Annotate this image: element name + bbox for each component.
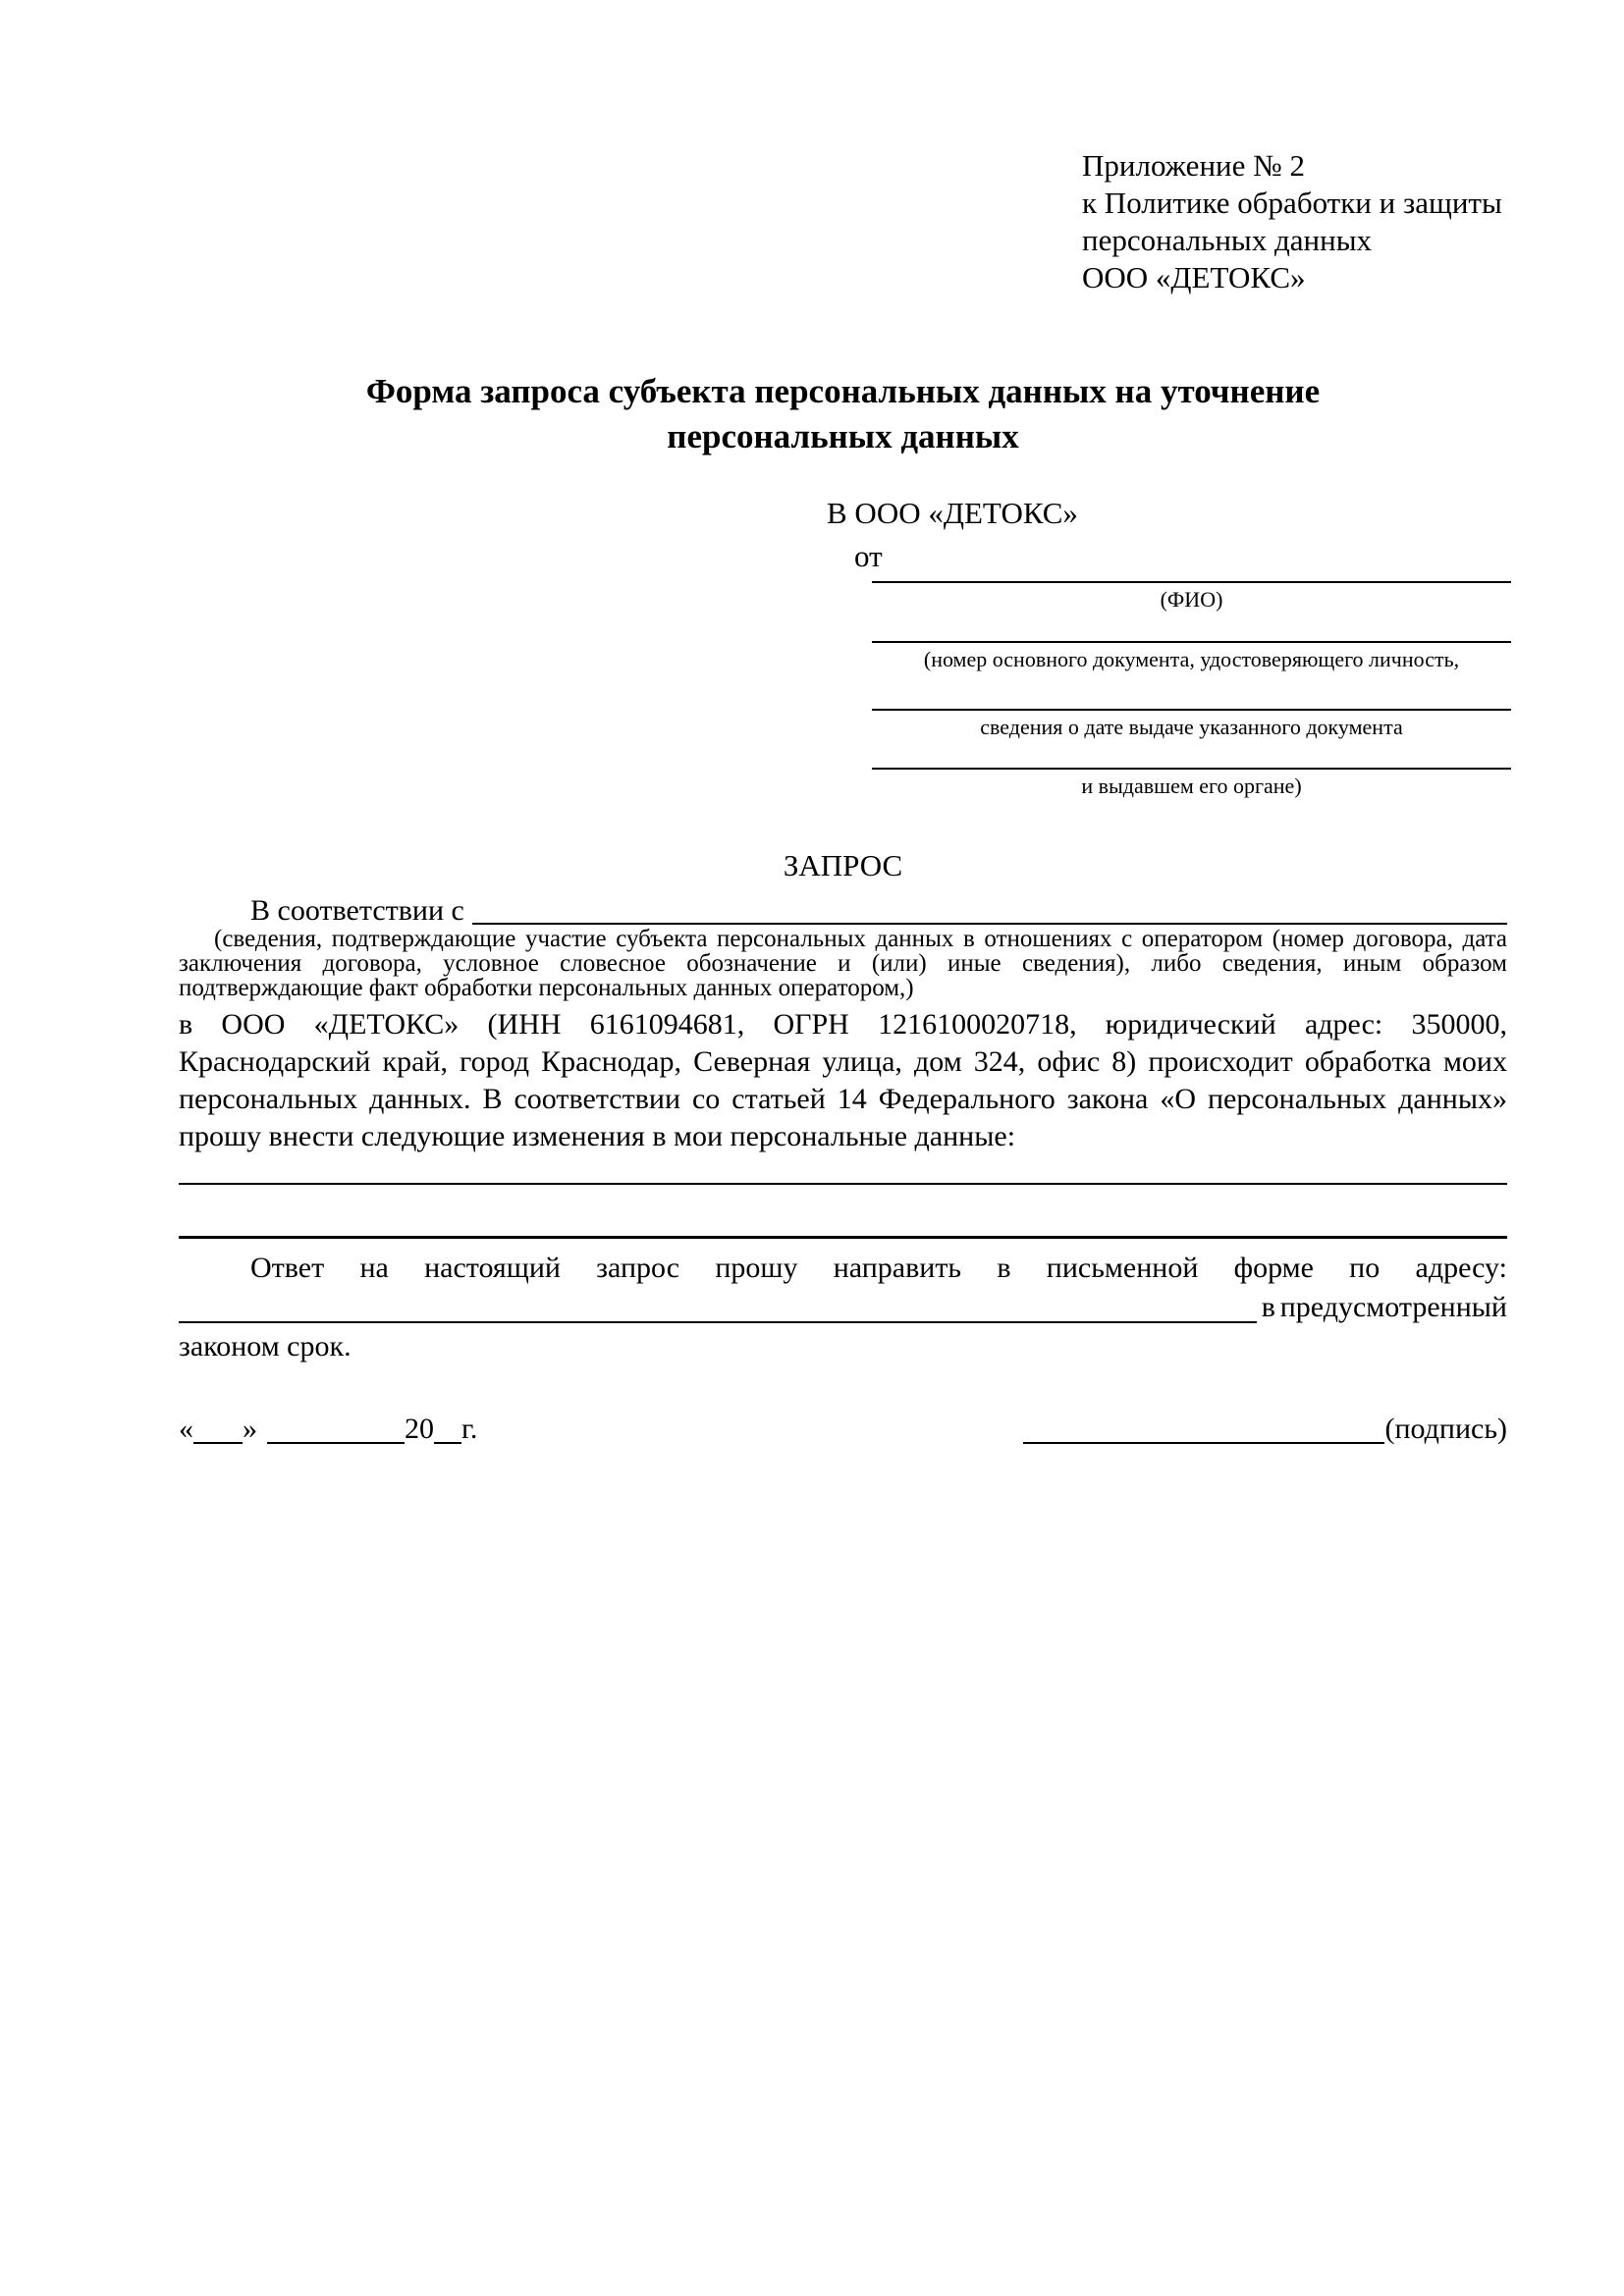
field-caption: и выдавшем его органе) — [1081, 774, 1302, 798]
annex-line: Приложение № 2 — [1082, 148, 1305, 183]
field-caption: (номер основного документа, удостоверяющего личность, — [923, 647, 1460, 671]
reply-line-1: Ответ на настоящий запрос прошу направить в письменной форме по адресу: — [250, 1252, 1507, 1284]
blank-fill-line — [472, 891, 1507, 925]
signature-caption: (подпись) — [1384, 1413, 1507, 1445]
request-body: в ООО «ДЕТОКС» (ИНН 6161094681, ОГРН 1216100020718, юридический адрес: 350000, Краснодарский край, город Краснодар, Северная улица, дом 324, офис 8) происходит обработка моих персональных данных. В соответствии со статьей 14 Федерального закона «О персональных данных» прошу внести следующие изменения в мои персональные данные: — [179, 1008, 1507, 1152]
blank-field-line — [872, 613, 1511, 643]
reply-word: в — [1261, 1291, 1275, 1323]
date-month-blank — [267, 1416, 405, 1444]
intro-line — [179, 891, 1507, 931]
field-caption: сведения о дате выдаче указанного документа — [980, 715, 1403, 739]
blank-field-line — [872, 575, 1511, 583]
intro-note: (сведения, подтверждающие участие субъекта персональных данных в отношениях с оператором (номер договора, дата заключения договора, условное словесное обозначение и (или) иные сведения), либо сведения, иным образом подтверждающие факт обработки персональных данных оператором,) — [179, 926, 1507, 1001]
date-year-blank — [434, 1416, 461, 1444]
blank-fill-line — [179, 1183, 1507, 1185]
blank-field-line — [872, 740, 1511, 770]
date-year-suffix: г. — [461, 1413, 478, 1445]
quote-open: « — [179, 1413, 193, 1445]
field-document-number — [872, 613, 1511, 672]
annex-block — [1082, 147, 1507, 296]
blank-fill-line — [179, 1290, 1257, 1323]
field-issuing-authority — [872, 740, 1511, 799]
document-title: Форма запроса субъекта персональных данных на уточнение персональных данных — [365, 372, 1321, 455]
date-year-prefix: 20 — [405, 1413, 434, 1445]
reply-line-2 — [179, 1288, 1507, 1327]
reply-word: предусмотренный — [1279, 1291, 1507, 1323]
blank-field-line — [872, 672, 1511, 711]
field-fio — [872, 575, 1511, 613]
blank-fill-line — [179, 1236, 1507, 1239]
signature-blank-line — [1023, 1416, 1384, 1444]
addressee-block — [827, 495, 1511, 799]
date-line — [179, 1410, 477, 1449]
date-day-blank — [193, 1416, 243, 1444]
annex-line: к Политике обработки и защиты — [1082, 186, 1502, 220]
addressee-from-label: от — [854, 539, 883, 573]
intro-prefix: В соответствии с — [250, 894, 464, 927]
annex-line: ООО «ДЕТОКС» — [1082, 260, 1306, 294]
field-issue-date — [872, 672, 1511, 740]
signature-line — [1023, 1410, 1507, 1449]
field-caption: (ФИО) — [1160, 587, 1223, 612]
request-heading: ЗАПРОС — [783, 848, 903, 882]
addressee-to: В ООО «ДЕТОКС» — [827, 496, 1078, 530]
quote-close: » — [243, 1413, 257, 1445]
reply-line-3: законом срок. — [179, 1330, 352, 1362]
document-content — [179, 0, 1507, 1449]
annex-line: персональных данных — [1082, 223, 1373, 257]
date-signature-row — [179, 1410, 1507, 1449]
